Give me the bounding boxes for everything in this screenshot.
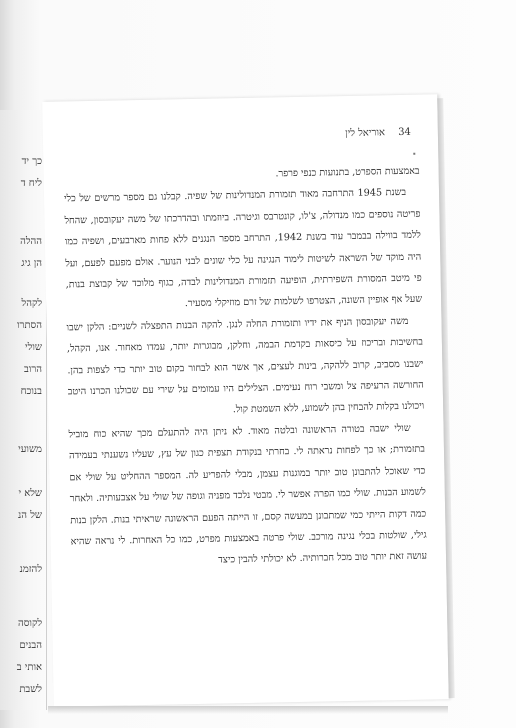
left-page-line: שלא י xyxy=(18,488,42,499)
left-page-line: בנוכח xyxy=(20,386,42,397)
left-page-line: ההלה xyxy=(20,236,42,247)
left-page-line: להזמנ xyxy=(19,564,42,575)
body-text xyxy=(63,161,427,574)
left-page-line: הרוב xyxy=(23,364,42,375)
left-page-line: ליח ד xyxy=(20,178,42,189)
left-page-line: הסתרו xyxy=(16,320,42,331)
left-page-line: לקוסה xyxy=(17,618,42,629)
paragraph: באמצעות הספרט, בתנועות כנפי פרפר. xyxy=(275,165,420,180)
left-page-line: הן גיג xyxy=(21,258,42,269)
left-page-line: משועי xyxy=(18,444,42,455)
paragraph: משה יעקובסון הניף את ידיו ותזמורת החלה לנגן. להקה הבנות התפצלה לשניים: הלקן ישבו בחשיבות ובריכוז על כיסאות בקדמת הבמה, וחלקן, מבוגרות יותר, עמדו מאחור. אנו, הקהל, ישבנו מסביב, קרוב ללהקה, בינות לעצים, אך אשר הוא לבחור בקום טוב יותר כדי לצפות בהן. החורשה הרעיפה צל ומשבי רוח נעימים. הצלילים היו עמומים על שירי עם שכולנו הכרנו היטב ויכולנו בקלות להבחין בהן לשמוע, ללא השמטת קול. xyxy=(66,315,425,416)
left-page-line: שולי xyxy=(25,342,42,353)
left-page-line: לקהל xyxy=(21,298,42,309)
left-page-line: של הנ xyxy=(18,510,42,521)
left-page-line: כך יד xyxy=(21,156,42,167)
running-header-author: אוריאל לין xyxy=(345,127,386,140)
left-page-line: לשבת xyxy=(19,684,42,695)
running-header xyxy=(271,127,411,144)
left-page-line: אותי ב xyxy=(16,662,42,673)
previous-page-fragment xyxy=(0,110,47,710)
book-page xyxy=(42,94,449,706)
paragraph: בשנת 1945 התרחבה מאוד תזמורת המנדולינות של שפיה. קבלנו גם מספר מרשים של כלי פריטה נוספים כמו מנדולה, צ'לו, קונטרבס וגיטרה. ביוזמתו ובהדרכתו של משה יעקובסון, שהחל ללמד בווילה בבמבר עוד בשנת 1942, התרחב מספר הנגנים ללא פחות מארבעים, ושפיה כמו היה מוקד של השראה לשיטות לימוד הנגינה על כלי שונים לבני הנוער. אולם מפעם לפעם, ועל פי מיטב המסורת השפירתית, הופיעה תזמורת המנדולינות לבדה, כגוף מלוכד של קבוצת בנות, שעל אף אופיין השונה, הצטרפו לשלמות של זרם מוזיקלי מסעיר. xyxy=(63,187,423,310)
print-mark xyxy=(413,153,415,155)
page-edge-shadow xyxy=(48,706,448,714)
page-number: 34 xyxy=(398,126,411,139)
left-page-line: הבנים xyxy=(19,640,42,651)
paragraph: שולי ישבה בטורה הראשונה ובלטה מאוד. לא ניתן היה להתעלם מכך שהיא כוח מוביל בתזמורת; או כך לפחות נראתה לי. בחרתי בנקודת תצפית כגון של עץ, שעליו נשענתי בעמידה כדי שאוכל להתבונן טוב יותר במוגנות עצמן, מבלי להפריע לה. המספר ההחליט על שולי אם לשמוע הבנות. שולי כמו הפרה אפשר לי. מבטי נלכד מפניה וגופה של שולי על אצבעותיה. ולאחר כמה דקות הייתי כמי שמתבונן במעשה קסם, זו הייתה הפעם הראשונה שראיתי בנות. הלקן בנות גילי, שולטות בכלי נגינה מורכב. שולי פרטה באמצעות מפרט, כמו כל האחרות. לי נראה שהיא עושה זאת יותר טוב מכל חברותיה. לא יכולתי להבין כיצד xyxy=(68,422,428,566)
